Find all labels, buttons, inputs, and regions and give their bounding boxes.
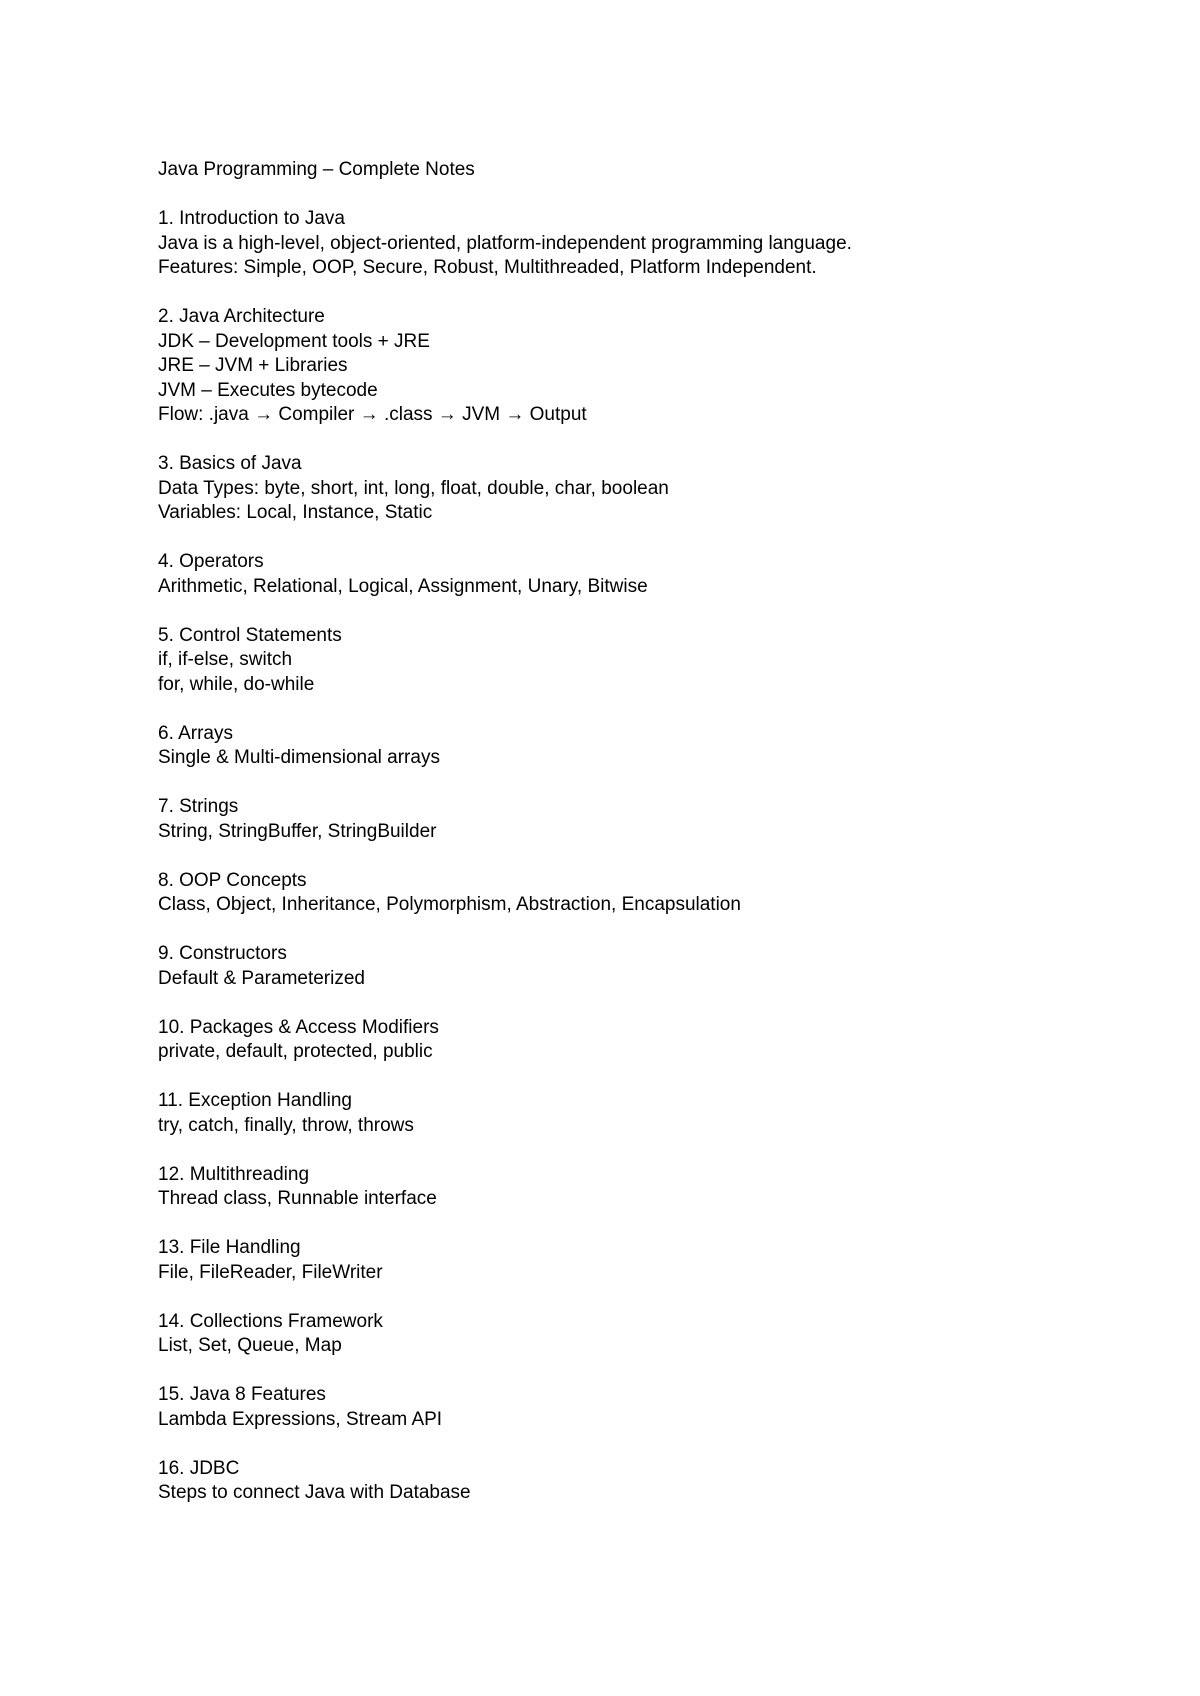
section-line: private, default, protected, public [158,1041,433,1062]
section-6 [158,722,1138,771]
sections-container [158,207,1138,1506]
section-line: Java is a high-level, object-oriented, platform-independent programming language. [158,232,852,254]
section-11 [158,1089,1138,1138]
section-2 [158,305,1138,428]
section-line: Variables: Local, Instance, Static [158,502,433,523]
section-heading: 7. Strings [158,796,239,817]
section-heading: 6. Arrays [158,722,233,744]
section-heading: 3. Basics of Java [158,453,302,474]
section-line: Features: Simple, OOP, Secure, Robust, Multithreaded, Platform Independent. [158,257,817,278]
section-line: Default & Parameterized [158,967,365,989]
section-3 [158,452,1138,526]
section-14 [158,1310,1138,1359]
section-heading: 11. Exception Handling [158,1090,352,1111]
section-line: Class, Object, Inheritance, Polymorphism, Abstraction, Encapsulation [158,894,741,915]
section-heading: 10. Packages & Access Modifiers [158,1016,439,1038]
section-line: Data Types: byte, short, int, long, float, double, char, boolean [158,477,669,499]
section-heading: 9. Constructors [158,943,287,964]
section-heading: 14. Collections Framework [158,1310,383,1332]
section-heading: 12. Multithreading [158,1163,310,1185]
section-line: JDK – Development tools + JRE [158,330,430,352]
section-line: String, StringBuffer, StringBuilder [158,820,437,842]
section-4 [158,550,1138,599]
section-line: Steps to connect Java with Database [158,1482,471,1503]
section-7 [158,795,1138,844]
section-8 [158,869,1138,918]
section-heading: 4. Operators [158,551,264,572]
section-heading: 1. Introduction to Java [158,208,345,229]
section-line: Lambda Expressions, Stream API [158,1408,443,1430]
document-page [158,158,1138,1530]
section-heading: 16. JDBC [158,1457,240,1479]
section-line: Flow: .java → Compiler → .class → JVM → Output [158,404,587,425]
section-line: JRE – JVM + Libraries [158,355,348,376]
section-line: if, if-else, switch [158,649,293,670]
section-16 [158,1457,1138,1506]
section-heading: 2. Java Architecture [158,306,325,327]
section-line: JVM – Executes bytecode [158,379,378,401]
section-heading: 13. File Handling [158,1237,301,1258]
section-line: File, FileReader, FileWriter [158,1261,383,1283]
section-12 [158,1163,1138,1212]
section-line: Single & Multi-dimensional arrays [158,747,440,768]
section-15 [158,1383,1138,1432]
section-5 [158,624,1138,698]
section-heading: 15. Java 8 Features [158,1384,326,1405]
section-1 [158,207,1138,281]
section-9 [158,942,1138,991]
section-13 [158,1236,1138,1285]
section-heading: 8. OOP Concepts [158,869,307,891]
section-line: List, Set, Queue, Map [158,1335,342,1356]
section-10 [158,1016,1138,1065]
section-heading: 5. Control Statements [158,624,342,646]
section-line: for, while, do-while [158,673,315,695]
section-line: Thread class, Runnable interface [158,1188,437,1209]
section-line: try, catch, finally, throw, throws [158,1114,414,1136]
document-title: Java Programming – Complete Notes [158,159,475,180]
section-line: Arithmetic, Relational, Logical, Assignment, Unary, Bitwise [158,575,648,597]
